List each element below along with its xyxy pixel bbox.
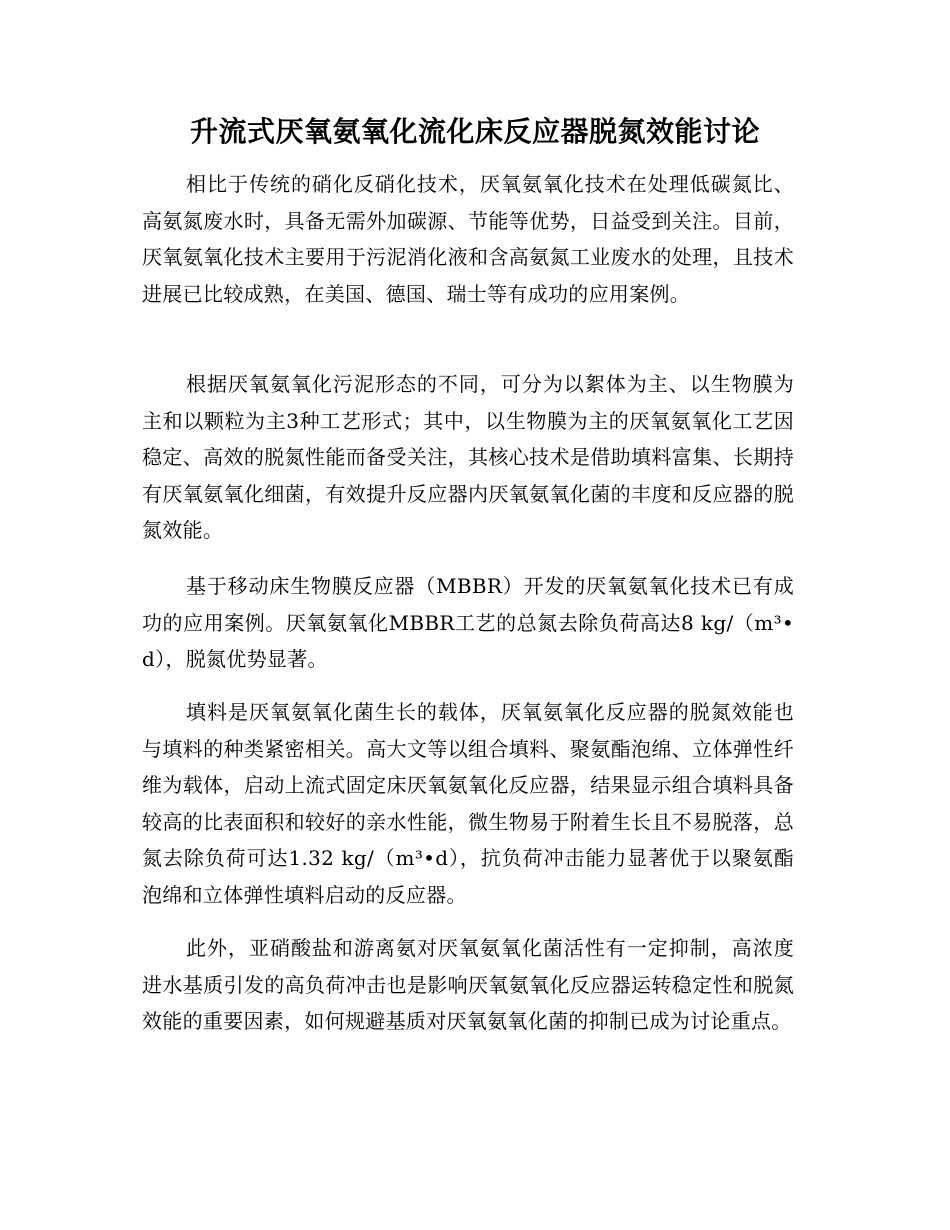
paragraph-4: 填料是厌氧氨氧化菌生长的载体，厌氧氨氧化反应器的脱氮效能也与填料的种类紧密相关。高大文等以组合填料、聚氨酯泡绵、立体弹性纤维为载体，启动上流式固定床厌氧氨氧化反应器，结果显示组合填料具备较高的比表面积和较好的亲水性能，微生物易于附着生长且不易脱落，总氮去除负荷可达1.32 kg/（m³•d），抗负荷冲击能力显著优于以聚氨酯泡绵和立体弹性填料启动的反应器。 (142, 700, 794, 907)
paragraph-2: 根据厌氧氨氧化污泥形态的不同，可分为以絮体为主、以生物膜为主和以颗粒为主3种工艺形式；其中，以生物膜为主的厌氧氨氧化工艺因稳定、高效的脱氮性能而备受关注，其核心技术是借助填料富集、长期持有厌氧氨氧化细菌，有效提升反应器内厌氧氨氧化菌的丰度和反应器的脱氮效能。 (142, 372, 794, 542)
paragraph-1: 相比于传统的硝化反硝化技术，厌氧氨氧化技术在处理低碳氮比、高氨氮废水时，具备无需外加碳源、节能等优势，日益受到关注。目前，厌氧氨氧化技术主要用于污泥消化液和含高氨氮工业废水的处理，且技术进展已比较成熟，在美国、德国、瑞士等有成功的应用案例。 (142, 172, 794, 306)
paragraph-5: 此外，亚硝酸盐和游离氨对厌氧氨氧化菌活性有一定抑制，高浓度进水基质引发的高负荷冲击也是影响厌氧氨氧化反应器运转稳定性和脱氮效能的重要因素，如何规避基质对厌氧氨氧化菌的抑制已成为讨论重点。 (142, 936, 794, 1033)
paragraph-3: 基于移动床生物膜反应器（MBBR）开发的厌氧氨氧化技术已有成功的应用案例。厌氧氨氧化MBBR工艺的总氮去除负荷高达8 kg/（m³•d），脱氮优势显著。 (142, 574, 794, 671)
document-title: 升流式厌氧氨氧化流化床反应器脱氮效能讨论 (189, 115, 760, 148)
